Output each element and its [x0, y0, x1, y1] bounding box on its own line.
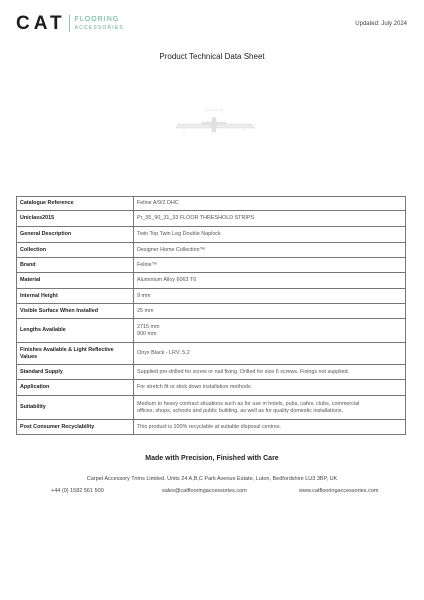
spec-value [134, 227, 406, 243]
spec-row [17, 365, 406, 380]
spec-value [134, 420, 406, 435]
spec-value-line: offices, shops, schools and public building, as well as for quality domestic installations. [137, 407, 344, 414]
spec-label: General Description [17, 227, 134, 243]
spec-value-line: Feline™ [137, 261, 158, 268]
spec-label: Lengths Available [17, 319, 134, 343]
spec-row [17, 197, 406, 211]
product-profile-diagram [172, 106, 258, 136]
spec-value [134, 380, 406, 396]
footer-tagline: Made with Precision, Finished with Care [145, 455, 279, 462]
spec-value-line: 2715 mm [137, 323, 160, 330]
spec-value-line: For stretch fit or stick down installation methods. [137, 384, 253, 390]
spec-row [17, 211, 406, 227]
spec-value [134, 273, 406, 289]
spec-value [134, 304, 406, 319]
spec-value-line: 9 mm [137, 292, 151, 299]
spec-label: Collection [17, 243, 134, 258]
spec-value-line: Supplied pre-drilled for screw or nail fixing. Drilled for size 6 screws. Fixings not supplied. [137, 368, 350, 375]
spec-value [134, 396, 406, 420]
spec-value-line: Twin Top Twin Leg Double Naplock [137, 231, 221, 237]
footer-website[interactable]: www.catflooringaccessories.com [299, 488, 379, 494]
spec-row [17, 343, 406, 365]
spec-label: Application [17, 380, 134, 396]
spec-value [134, 197, 406, 211]
spec-row [17, 243, 406, 258]
footer-email[interactable]: sales@catflooringaccessories.com [162, 488, 247, 494]
spec-row [17, 319, 406, 343]
spec-label: Finishes Available & Light Reflective Values [17, 343, 134, 365]
spec-label: Post Consumer Recyclability [17, 420, 134, 435]
footer-phone: +44 (0) 1582 561 500 [51, 488, 104, 494]
logo-subtitle-line1: FLOORING [74, 15, 120, 23]
spec-label: Suitability [17, 396, 134, 420]
spec-row [17, 258, 406, 273]
spec-value [134, 243, 406, 258]
spec-value-line: Pr_35_90_31_33 FLOOR THRESHOLD STRIPS [137, 215, 255, 221]
page-title: Product Technical Data Sheet [159, 52, 265, 61]
spec-value-line: 900 mm [137, 330, 157, 337]
spec-value-line: Designer Home Collection™ [137, 246, 206, 253]
spec-row [17, 227, 406, 243]
spec-row [17, 304, 406, 319]
footer-address: Carpet Accessory Trims Limited. Units 24 A,B,C Park Avenue Estate, Luton, Bedfordshire LU3 3BP, UK [86, 476, 338, 482]
specification-table [16, 196, 406, 435]
spec-value [134, 319, 406, 343]
logo-subtitle [75, 16, 124, 32]
spec-label: Material [17, 273, 134, 289]
spec-row [17, 380, 406, 396]
spec-value-line: Feline A/9/2 DHC [137, 200, 179, 206]
spec-value-line: Aluminium Alloy 6063 T6 [137, 277, 197, 283]
spec-label: Brand [17, 258, 134, 273]
spec-label: Uniclass2015 [17, 211, 134, 227]
spec-value-line: Medium to heavy contract situations such as for use in hotels, pubs, cafes, clubs, commercial [137, 400, 360, 407]
spec-row [17, 273, 406, 289]
spec-label: Internal Height [17, 289, 134, 304]
spec-row [17, 420, 406, 435]
spec-label: Visible Surface When Installed [17, 304, 134, 319]
spec-value-line: This product is 100% recyclable at suitable disposal centres. [137, 423, 282, 430]
spec-value-line: Onyx Black - LRV: 5.2 [137, 350, 190, 356]
spec-row [17, 396, 406, 420]
spec-row [17, 289, 406, 304]
spec-value-line: 25 mm [137, 307, 154, 314]
spec-label: Standard Supply [17, 365, 134, 380]
spec-value [134, 343, 406, 365]
logo-wordmark: CAT [16, 13, 66, 34]
spec-value [134, 211, 406, 227]
spec-value [134, 258, 406, 273]
spec-value [134, 289, 406, 304]
spec-label: Catalogue Reference [17, 197, 134, 211]
logo-subtitle-line2: ACCESSORIES [74, 24, 124, 31]
company-logo [16, 14, 124, 33]
updated-date: Updated: July 2024 [355, 21, 407, 27]
spec-value [134, 365, 406, 380]
logo-divider [69, 15, 70, 32]
